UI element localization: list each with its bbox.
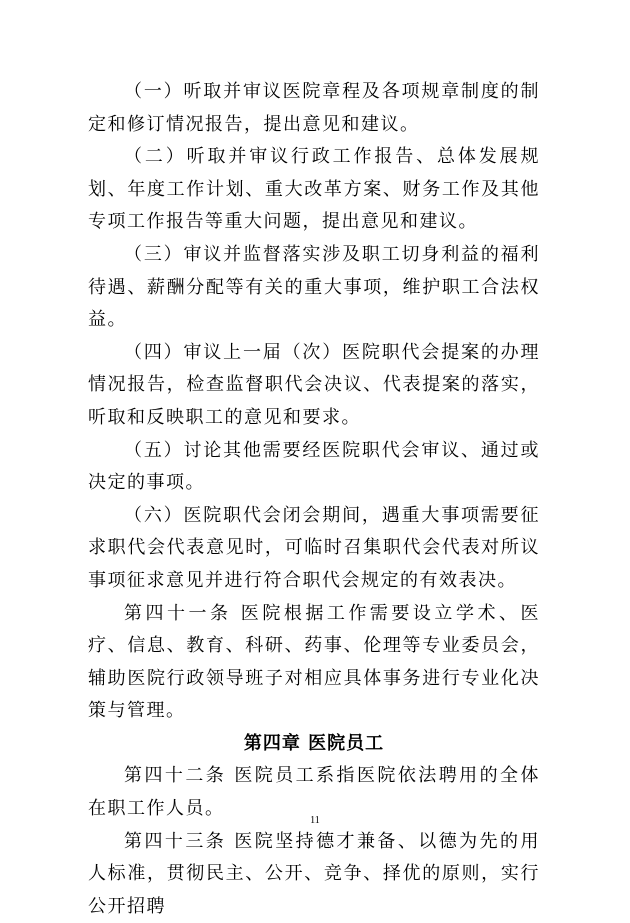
- chapter-heading: 第四章 医院员工: [243, 732, 385, 754]
- article-43: 第四十三条 医院坚持德才兼备、以德为先的用人标准，贯彻民主、公开、竞争、择优的原则，实行公开招聘: [88, 830, 540, 917]
- paragraph-item-3: （三）审议并监督落实涉及职工切身利益的福利待遇、薪酬分配等有关的重大事项，维护职工合法权益。: [88, 243, 540, 331]
- paragraph-item-6: （六）医院职代会闭会期间，遇重大事项需要征求职代会代表意见时，可临时召集职代会代表对所议事项征求意见并进行符合职代会规定的有效表决。: [88, 504, 540, 591]
- document-body: [88, 76, 540, 923]
- article-42: 第四十二条 医院员工系指医院依法聘用的全体在职工作人员。: [88, 765, 540, 820]
- paragraph-item-2: （二）听取并审议行政工作报告、总体发展规划、年度工作计划、重大改革方案、财务工作及其他专项工作报告等重大问题，提出意见和建议。: [88, 146, 540, 233]
- paragraph-item-4: （四）审议上一届（次）医院职代会提案的办理情况报告，检查监督职代会决议、代表提案的落实，听取和反映职工的意见和要求。: [88, 341, 540, 428]
- article-41: 第四十一条 医院根据工作需要设立学术、医疗、信息、教育、科研、药事、伦理等专业委员会，辅助医院行政领导班子对相应具体事务进行专业化决策与管理。: [88, 602, 540, 722]
- page-number: 11: [310, 815, 320, 826]
- paragraph-item-1: （一）听取并审议医院章程及各项规章制度的制定和修订情况报告，提出意见和建议。: [88, 81, 540, 135]
- paragraph-item-5: （五）讨论其他需要经医院职代会审议、通过或决定的事项。: [88, 439, 540, 494]
